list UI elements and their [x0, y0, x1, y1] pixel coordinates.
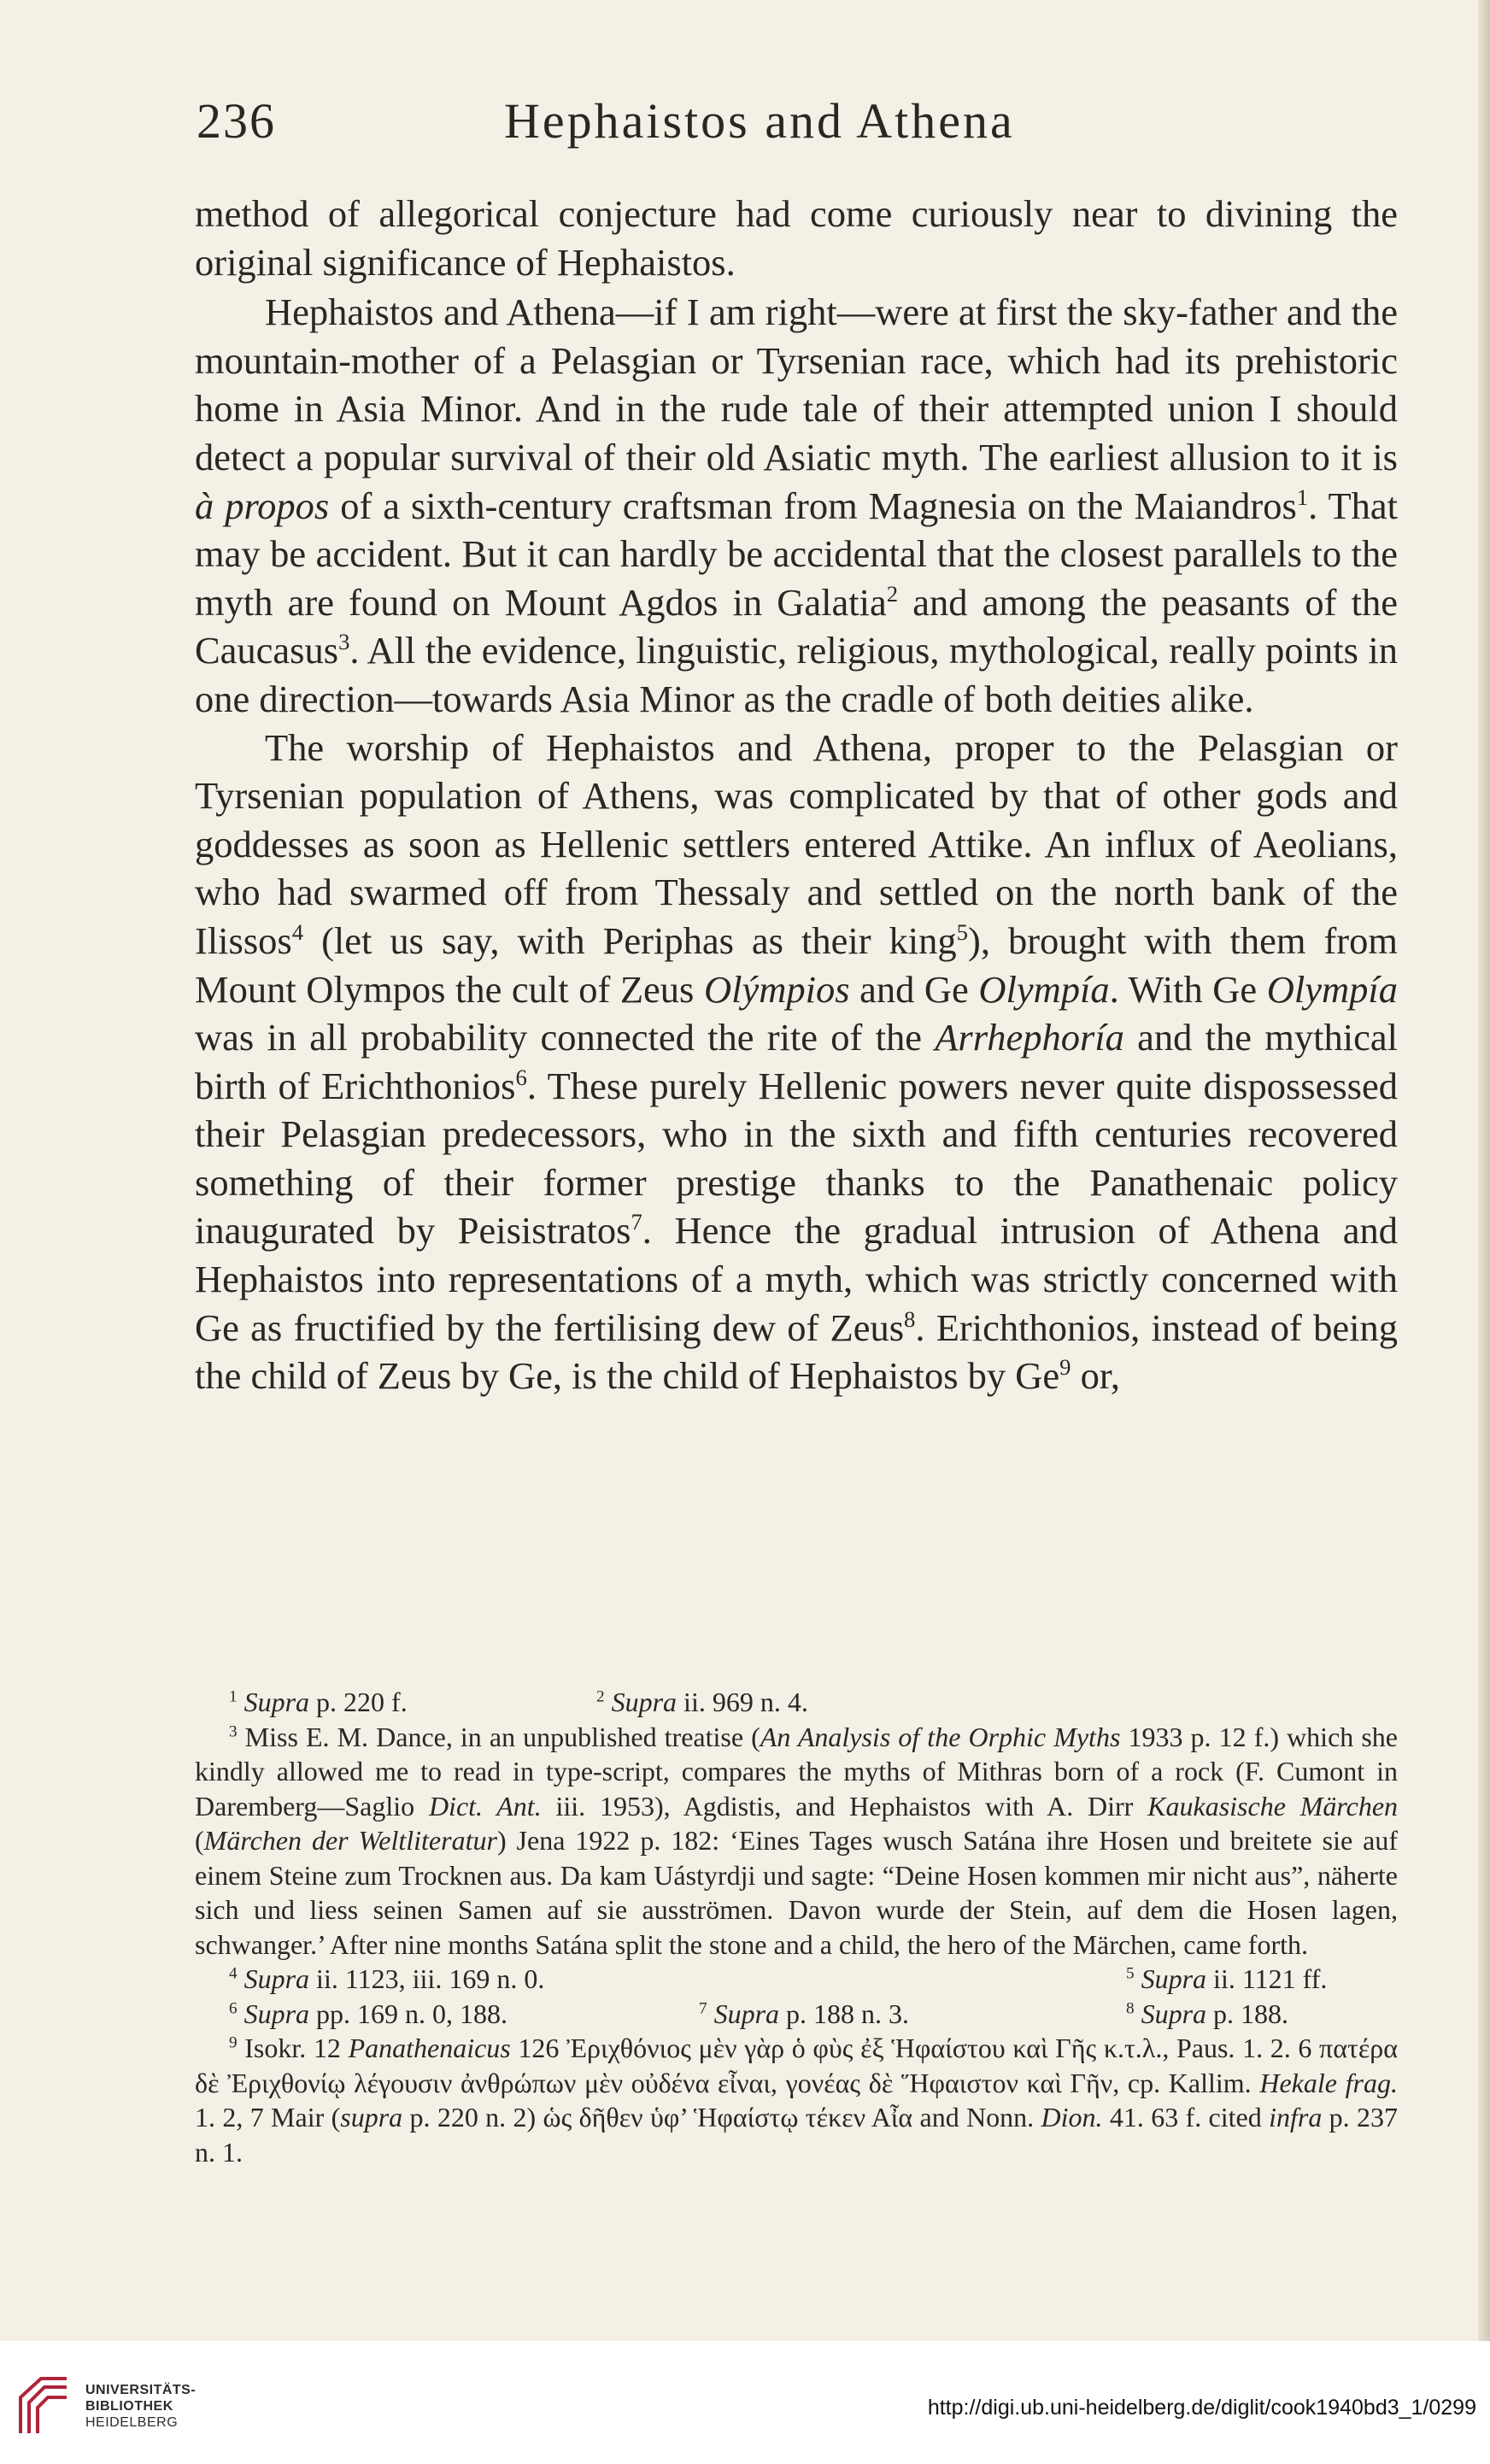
italic-phrase: à propos — [195, 484, 330, 527]
footnote-3: $^3$ Miss E. M. Dance, in an unpublished treatise (An Analysis of the Orphic Myths 1933 p. 12 f.) which she kindly allowed me to read in type-script, compares the myths of Mithras born of a rock (F. Cumont in Daremberg—Saglio Dict. Ant. iii. 1953), Agdistis, and Hephaistos with A. Dirr Kaukasische Märchen (Märchen der Weltliteratur) Jena 1922 p. 182: ‘Eines Tages wusch Satána ihre Hosen und breitete sie auf einem Steine zum Trocknen aus. Da kam Uástyrdji und sagte: “Deine Hosen kommen mir nicht aus”, näherte sich und liess seinen Samen auf sie ausströmen. Davon wurde der Stein, auf dem die Hosen lagen, schwanger.’ After nine months Satána split the stone and a child, the hero of the Märchen, came forth. — [195, 1721, 1399, 1960]
page-number: 236 — [197, 93, 276, 149]
footnote-ref-8: 8 — [904, 1305, 916, 1332]
footnote-ref-5: 5 — [956, 919, 968, 946]
footnote-8: $^8$ Supra p. 188. — [1126, 1998, 1289, 2029]
paragraph-2: Hephaistos and Athena—if I am right—were at first the sky-father and the mountain-mother of a Pelasgian or Tyrsenian race, which had its prehistoric home in Asia Minor. And in the rude tale of their attempted union I should detect a popular survival of their old Asiatic myth. The earliest allusion to it is à propos of a sixth-century craftsman from Magnesia on the Maiandros$^1$. That may be accident. But it can hardly be accidental that the closest parallels to the myth are found on Mount Agdos in Galatia$^2$ and among the peasants of the Caucasus$^3$. All the evidence, linguistic, religious, mythological, really points in one direction—towards Asia Minor as the cradle of both deities alike. — [195, 290, 1398, 720]
footnote-9: $^9$ Isokr. 12 Panathenaicus 126 Ἐριχθόνιος μὲν γὰρ ὁ φὺς ἐξ Ἡφαίστου καὶ Γῆς κ.τ.λ., Paus. 1. 2. 6 πατέρα δὲ Ἐριχθονίῳ λέγουσιν ἀνθρώπων μὲν οὐδένα εἶναι, γονέας δὲ Ἥφαιστον καὶ Γῆν, cp. Kallim. Hekale frag. 1. 2, 7 Mair (supra p. 220 n. 2) ὡς δῆθεν ὑφ’ Ἡφαίστῳ τέκεν Αἶα and Nonn. Dion. 41. 63 f. cited infra p. 237 n. 1. — [195, 2033, 1399, 2168]
footnote-5: $^5$ Supra ii. 1121 ff. — [1126, 1963, 1328, 1994]
footnote-row-4-5 — [195, 1962, 1398, 1997]
paragraph-1: method of allegorical conjecture had come curiously near to divining the original significance of Hephaistos. — [195, 192, 1398, 284]
page-edge — [1478, 0, 1490, 2341]
paragraph-3: The worship of Hephaistos and Athena, proper to the Pelasgian or Tyrsenian population of Athens, was complicated by that of other gods and goddesses as soon as Hellenic settlers entered Attike. An influx of Aeolians, who had swarmed off from Thessaly and settled on the north bank of the Ilissos$^4$ (let us say, with Periphas as their king$^5$), brought with them from Mount Olympos the cult of Zeus Olýmpios and Ge Olympía. With Ge Olympía was in all probability connected the rite of the Arrhephoría and the mythical birth of Erichthonios$^6$. These purely Hellenic powers never quite dispossessed their Pelasgian predecessors, who in the sixth and fifth centuries recovered something of their former prestige thanks to the Panathenaic policy inaugurated by Peisistratos$^7$. Hence the gradual intrusion of Athena and Hephaistos into representations of a myth, which was strictly concerned with Ge as fructified by the fertilising dew of Zeus$^8$. Erichthonios, instead of being the child of Zeus by Ge, is the child of Hephaistos by Ge$^9$ or, — [195, 725, 1398, 1398]
library-logo-icon — [15, 2373, 70, 2437]
footnotes — [195, 1685, 1398, 2169]
footnote-4: $^4$ Supra ii. 1123, iii. 169 n. 0. — [229, 1963, 545, 1994]
running-title: Hephaistos and Athena — [504, 93, 1015, 149]
footnote-row-1-2 — [195, 1685, 1398, 1720]
body-text — [195, 190, 1398, 1400]
footnote-7: $^7$ Supra p. 188 n. 3. — [699, 1998, 910, 2029]
library-name: UNIVERSITÄTS- BIBLIOTHEK HEIDELBERG — [85, 2383, 197, 2430]
footnote-row-6-8 — [195, 1997, 1398, 2032]
footnote-ref-1: 1 — [1296, 484, 1309, 510]
footnote-2: $^2$ Supra ii. 969 n. 4. — [596, 1687, 808, 1717]
footnote-6: $^6$ Supra pp. 169 n. 0, 188. — [229, 1998, 508, 2029]
footnote-1: $^1$ Supra p. 220 f. — [229, 1687, 408, 1717]
footnote-ref-9: 9 — [1059, 1354, 1071, 1381]
footnote-ref-4: 4 — [291, 919, 304, 946]
page-header — [197, 92, 1393, 161]
footnote-ref-7: 7 — [631, 1209, 642, 1235]
viewer-footer — [0, 2341, 1490, 2464]
footnote-ref-3: 3 — [338, 629, 350, 655]
footnote-ref-2: 2 — [886, 580, 899, 607]
source-url[interactable]: http://digi.ub.uni-heidelberg.de/diglit/cook1940bd3_1/0299 — [927, 2396, 1476, 2420]
footnote-ref-6: 6 — [515, 1064, 527, 1090]
